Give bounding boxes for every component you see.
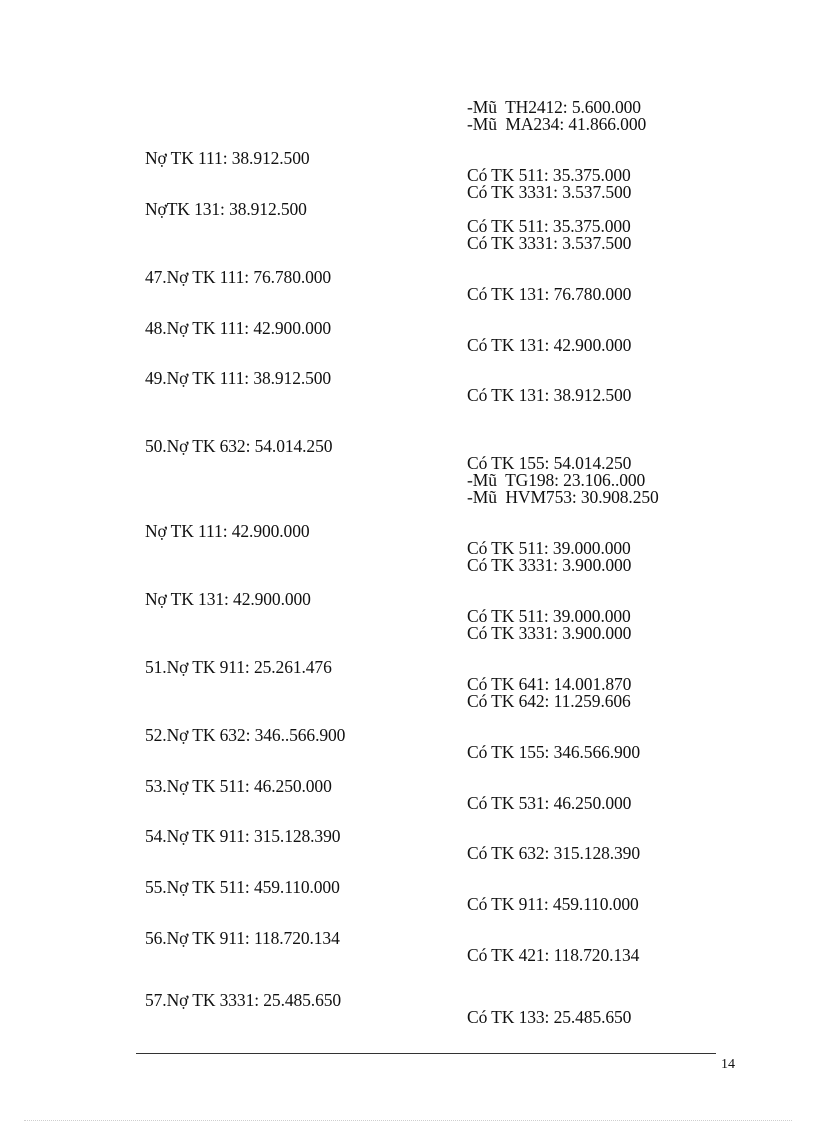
credit-line: -Mũ TH2412: 5.600.000: [467, 97, 641, 117]
footer-divider: [136, 1053, 716, 1054]
credit-line: -Mũ HVM753: 30.908.250: [467, 487, 659, 507]
credit-line: -Mũ TG198: 23.106..000: [467, 470, 646, 490]
debit-line: 56.Nợ TK 911: 118.720.134: [145, 928, 340, 948]
debit-line: 55.Nợ TK 511: 459.110.000: [145, 877, 340, 897]
page-number: 14: [721, 1057, 735, 1072]
credit-line: Có TK 3331: 3.537.500: [467, 233, 632, 253]
debit-line: 53.Nợ TK 511: 46.250.000: [145, 776, 332, 796]
credit-line: Có TK 421: 118.720.134: [467, 945, 640, 965]
credit-line: Có TK 911: 459.110.000: [467, 894, 639, 914]
page-bottom-border: [24, 1120, 792, 1121]
debit-line: Nợ TK 111: 38.912.500: [145, 148, 310, 168]
credit-line: Có TK 131: 42.900.000: [467, 335, 632, 355]
credit-line: Có TK 155: 54.014.250: [467, 453, 632, 473]
credit-line: -Mũ MA234: 41.866.000: [467, 114, 647, 134]
credit-line: Có TK 131: 76.780.000: [467, 284, 632, 304]
debit-line: 54.Nợ TK 911: 315.128.390: [145, 826, 341, 846]
debit-line: 52.Nợ TK 632: 346..566.900: [145, 725, 346, 745]
credit-line: Có TK 511: 35.375.000: [467, 165, 631, 185]
debit-line: Nợ TK 111: 42.900.000: [145, 521, 310, 541]
credit-line: Có TK 3331: 3.900.000: [467, 623, 632, 643]
credit-line: Có TK 511: 39.000.000: [467, 606, 631, 626]
credit-line: Có TK 632: 315.128.390: [467, 843, 640, 863]
credit-line: Có TK 155: 346.566.900: [467, 742, 640, 762]
debit-line: 49.Nợ TK 111: 38.912.500: [145, 368, 332, 388]
debit-line: 50.Nợ TK 632: 54.014.250: [145, 436, 333, 456]
credit-line: Có TK 641: 14.001.870: [467, 674, 632, 694]
credit-line: Có TK 511: 39.000.000: [467, 538, 631, 558]
debit-line: 57.Nợ TK 3331: 25.485.650: [145, 990, 342, 1010]
credit-line: Có TK 642: 11.259.606: [467, 691, 631, 711]
credit-line: Có TK 531: 46.250.000: [467, 793, 632, 813]
debit-line: 48.Nợ TK 111: 42.900.000: [145, 318, 332, 338]
debit-line: Nợ TK 131: 42.900.000: [145, 589, 311, 609]
credit-line: Có TK 3331: 3.537.500: [467, 182, 632, 202]
credit-line: Có TK 3331: 3.900.000: [467, 555, 632, 575]
credit-line: Có TK 511: 35.375.000: [467, 216, 631, 236]
debit-line: 47.Nợ TK 111: 76.780.000: [145, 267, 332, 287]
debit-line: NợTK 131: 38.912.500: [145, 199, 307, 219]
credit-line: Có TK 131: 38.912.500: [467, 385, 632, 405]
debit-line: 51.Nợ TK 911: 25.261.476: [145, 657, 332, 677]
credit-line: Có TK 133: 25.485.650: [467, 1007, 632, 1027]
